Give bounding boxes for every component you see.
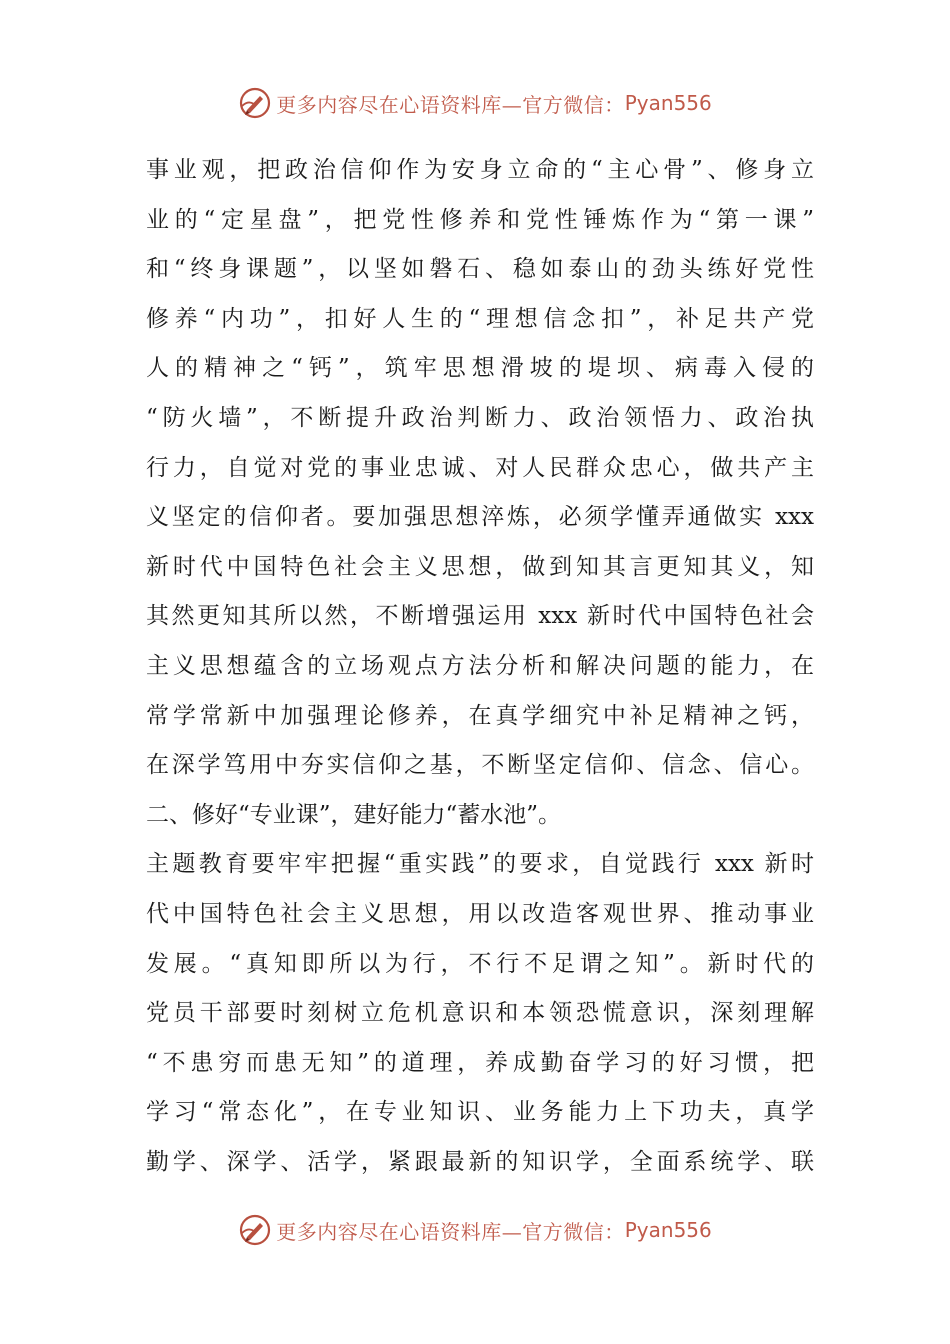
watermark-content [238, 83, 712, 123]
text-line: 新时代中国特色社会主义思想，做到知其言更知其义，知 [146, 553, 814, 580]
text-line: 常学常新中加强理论修养，在真学细究中补足精神之钙， [146, 702, 814, 729]
text-line: 和“终身课题”，以坚如磐石、稳如泰山的劲头练好党性 [146, 256, 814, 283]
text-line: 业的“定星盘”，把党性修养和党性锤炼作为“第一课” [146, 206, 814, 233]
text-line: 发展。“真知即所以为行，不行不足谓之知”。新时代的 [146, 950, 814, 977]
text-line: 其然更知其所以然，不断增强运用 xxx 新时代中国特色社会 [146, 603, 814, 630]
text-line: 代中国特色社会主义思想，用以改造客观世界、推动事业 [146, 900, 814, 927]
text-line: 学习“常态化”，在专业知识、业务能力上下功夫，真学 [146, 1099, 814, 1126]
pen-nib-logo-icon [238, 86, 272, 120]
section-heading: 二、修好“专业课”，建好能力“蓄水池”。 [146, 801, 562, 828]
text-line: 事业观，把政治信仰作为安身立命的“主心骨”、修身立 [146, 157, 814, 183]
watermark-content [238, 1210, 712, 1250]
watermark-banner-top [0, 83, 950, 123]
text-line: 人的精神之“钙”，筑牢思想滑坡的堤坝、病毒入侵的 [146, 355, 814, 382]
watermark-text: 更多内容尽在心语资料库—官方微信： [276, 1219, 625, 1244]
watermark-wechat-id: Pyan556 [624, 91, 712, 115]
watermark-banner-bottom [0, 1210, 950, 1250]
pen-nib-logo-icon [238, 1213, 272, 1247]
watermark-text: 更多内容尽在心语资料库—官方微信： [276, 92, 625, 117]
text-line: “防火墙”，不断提升政治判断力、政治领悟力、政治执 [146, 404, 814, 431]
text-line: 主题教育要牢牢把握“重实践”的要求，自觉践行 xxx 新时 [146, 851, 814, 878]
text-line: 在深学笃用中夯实信仰之基，不断坚定信仰、信念、信心。 [146, 752, 814, 779]
text-line: “不患穷而患无知”的道理，养成勤奋学习的好习惯，把 [146, 1049, 814, 1076]
text-line: 义坚定的信仰者。要加强思想淬炼，必须学懂弄通做实 xxx [146, 504, 814, 531]
text-line: 勤学、深学、活学，紧跟最新的知识学，全面系统学、联 [146, 1148, 814, 1175]
text-line: 主义思想蕴含的立场观点方法分析和解决问题的能力，在 [146, 652, 814, 679]
document-body [146, 146, 814, 1187]
text-line: 修养“内功”，扣好人生的“理想信念扣”，补足共产党 [146, 305, 814, 332]
watermark-wechat-id: Pyan556 [624, 1218, 712, 1242]
text-line: 行力，自觉对党的事业忠诚、对人民群众忠心，做共产主 [146, 454, 814, 481]
text-line: 党员干部要时刻树立危机意识和本领恐慌意识，深刻理解 [146, 1000, 814, 1027]
